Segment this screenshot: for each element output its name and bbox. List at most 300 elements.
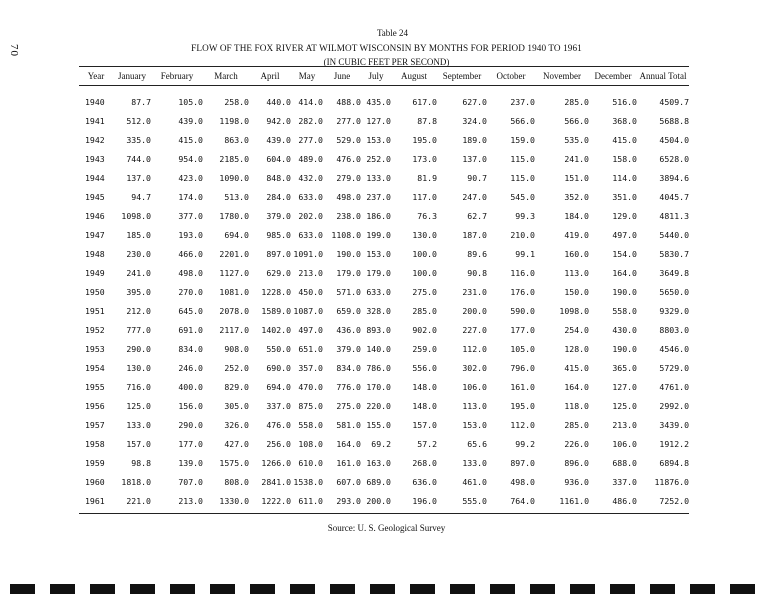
flow-value-cell: 936.0	[564, 476, 589, 487]
flow-value-cell: 133.0	[126, 419, 151, 430]
flow-value-cell: 1081.0	[219, 286, 249, 297]
table-row	[79, 377, 689, 396]
table-row	[79, 301, 689, 320]
flow-value-cell: 1161.0	[559, 495, 589, 506]
column-header: May	[291, 67, 323, 86]
flow-value-cell: 415.0	[178, 134, 203, 145]
flow-value-cell: 116.0	[510, 267, 535, 278]
flow-value-cell: 415.0	[612, 134, 637, 145]
year-cell: 1942	[85, 134, 105, 145]
flow-value-cell: 3894.6	[659, 172, 689, 183]
flow-value-cell: 1090.0	[219, 172, 249, 183]
flow-value-cell: 1780.0	[219, 210, 249, 221]
flow-value-cell: 184.0	[564, 210, 589, 221]
flow-value-cell: 230.0	[126, 248, 151, 259]
flow-value-cell: 174.0	[178, 191, 203, 202]
flow-value-cell: 179.0	[336, 267, 361, 278]
flow-value-cell: 117.0	[412, 191, 437, 202]
flow-value-cell: 99.3	[515, 210, 535, 221]
edge-mark	[730, 584, 755, 594]
flow-value-cell: 170.0	[366, 381, 391, 392]
flow-value-cell: 241.0	[564, 153, 589, 164]
flow-value-cell: 177.0	[178, 438, 203, 449]
flow-value-cell: 2185.0	[219, 153, 249, 164]
column-header: January	[113, 67, 151, 86]
flow-value-cell: 2992.0	[659, 400, 689, 411]
flow-value-cell: 555.0	[462, 495, 487, 506]
flow-value-cell: 796.0	[510, 362, 535, 373]
flow-value-cell: 694.0	[266, 381, 291, 392]
flow-value-cell: 571.0	[336, 286, 361, 297]
flow-value-cell: 326.0	[224, 419, 249, 430]
flow-value-cell: 90.7	[467, 172, 487, 183]
column-header: July	[361, 67, 391, 86]
flow-value-cell: 139.0	[178, 457, 203, 468]
flow-value-cell: 108.0	[298, 438, 323, 449]
flow-value-cell: 716.0	[126, 381, 151, 392]
edge-mark	[90, 584, 115, 594]
flow-value-cell: 1538.0	[293, 476, 323, 487]
flow-value-cell: 285.0	[564, 419, 589, 430]
flow-value-cell: 62.7	[467, 210, 487, 221]
year-cell: 1944	[85, 172, 105, 183]
column-header: October	[487, 67, 535, 86]
table-row	[79, 168, 689, 187]
flow-value-cell: 76.3	[417, 210, 437, 221]
flow-value-cell: 284.0	[266, 191, 291, 202]
flow-value-cell: 566.0	[510, 115, 535, 126]
flow-value-cell: 3439.0	[659, 419, 689, 430]
flow-value-cell: 293.0	[336, 495, 361, 506]
flow-value-cell: 352.0	[564, 191, 589, 202]
flow-value-cell: 1222.0	[261, 495, 291, 506]
flow-value-cell: 1266.0	[261, 457, 291, 468]
flow-value-cell: 1818.0	[121, 476, 151, 487]
flow-value-cell: 335.0	[126, 134, 151, 145]
flow-value-cell: 133.0	[462, 457, 487, 468]
flow-value-cell: 275.0	[412, 286, 437, 297]
flow-value-cell: 4761.0	[659, 381, 689, 392]
flow-value-cell: 512.0	[126, 115, 151, 126]
flow-value-cell: 611.0	[298, 495, 323, 506]
column-header: December	[589, 67, 637, 86]
flow-value-cell: 651.0	[298, 343, 323, 354]
edge-mark	[290, 584, 315, 594]
flow-value-cell: 105.0	[178, 96, 203, 107]
flow-value-cell: 227.0	[462, 324, 487, 335]
table-row	[79, 453, 689, 472]
table-title: FLOW OF THE FOX RIVER AT WILMOT WISCONSIN BY MONTHS FOR PERIOD 1940 TO 1961	[191, 43, 582, 53]
flow-value-cell: 164.0	[336, 438, 361, 449]
flow-value-cell: 688.0	[612, 457, 637, 468]
column-header: March	[203, 67, 249, 86]
flow-value-cell: 290.0	[178, 419, 203, 430]
flow-value-cell: 2841.0	[261, 476, 291, 487]
flow-value-cell: 113.0	[462, 400, 487, 411]
flow-value-cell: 246.0	[178, 362, 203, 373]
flow-value-cell: 461.0	[462, 476, 487, 487]
flow-value-cell: 113.0	[564, 267, 589, 278]
flow-value-cell: 423.0	[178, 172, 203, 183]
flow-value-cell: 875.0	[298, 400, 323, 411]
flow-value-cell: 69.2	[371, 438, 391, 449]
flow-value-cell: 902.0	[412, 324, 437, 335]
flow-value-cell: 1098.0	[121, 210, 151, 221]
flow-value-cell: 476.0	[336, 153, 361, 164]
flow-value-cell: 186.0	[366, 210, 391, 221]
flow-value-cell: 2117.0	[219, 324, 249, 335]
flow-value-cell: 118.0	[564, 400, 589, 411]
flow-value-cell: 4509.7	[659, 96, 689, 107]
flow-value-cell: 190.0	[612, 343, 637, 354]
flow-value-cell: 161.0	[510, 381, 535, 392]
year-cell: 1952	[85, 324, 105, 335]
flow-value-cell: 5729.0	[659, 362, 689, 373]
flow-value-cell: 470.0	[298, 381, 323, 392]
flow-value-cell: 125.0	[612, 400, 637, 411]
flow-value-cell: 268.0	[412, 457, 437, 468]
flow-value-cell: 415.0	[564, 362, 589, 373]
year-cell: 1956	[85, 400, 105, 411]
flow-value-cell: 627.0	[462, 96, 487, 107]
flow-value-cell: 476.0	[266, 419, 291, 430]
flow-value-cell: 498.0	[510, 476, 535, 487]
flow-value-cell: 252.0	[224, 362, 249, 373]
edge-mark	[370, 584, 395, 594]
flow-value-cell: 302.0	[462, 362, 487, 373]
year-cell: 1959	[85, 457, 105, 468]
flow-value-cell: 115.0	[510, 153, 535, 164]
flow-value-cell: 629.0	[266, 267, 291, 278]
flow-value-cell: 164.0	[612, 267, 637, 278]
flow-value-cell: 786.0	[366, 362, 391, 373]
flow-value-cell: 834.0	[336, 362, 361, 373]
table-row	[79, 206, 689, 225]
flow-value-cell: 8803.0	[659, 324, 689, 335]
flow-value-cell: 99.2	[515, 438, 535, 449]
column-header: September	[437, 67, 487, 86]
flow-value-cell: 4045.7	[659, 191, 689, 202]
edge-mark	[570, 584, 595, 594]
flow-value-cell: 337.0	[612, 476, 637, 487]
year-cell: 1945	[85, 191, 105, 202]
flow-value-cell: 285.0	[564, 96, 589, 107]
flow-value-cell: 195.0	[510, 400, 535, 411]
year-cell: 1947	[85, 229, 105, 240]
flow-value-cell: 610.0	[298, 457, 323, 468]
flow-value-cell: 848.0	[266, 172, 291, 183]
flow-value-cell: 241.0	[126, 267, 151, 278]
flow-table	[79, 66, 689, 514]
flow-value-cell: 130.0	[126, 362, 151, 373]
flow-value-cell: 179.0	[366, 267, 391, 278]
column-header: April	[249, 67, 291, 86]
flow-value-cell: 604.0	[266, 153, 291, 164]
flow-value-cell: 173.0	[412, 153, 437, 164]
flow-value-cell: 210.0	[510, 229, 535, 240]
table-row	[79, 320, 689, 339]
flow-value-cell: 213.0	[612, 419, 637, 430]
flow-value-cell: 305.0	[224, 400, 249, 411]
flow-value-cell: 440.0	[266, 96, 291, 107]
year-cell: 1943	[85, 153, 105, 164]
flow-value-cell: 202.0	[298, 210, 323, 221]
flow-value-cell: 400.0	[178, 381, 203, 392]
flow-table-container	[79, 66, 689, 514]
flow-value-cell: 57.2	[417, 438, 437, 449]
table-row	[79, 244, 689, 263]
flow-value-cell: 707.0	[178, 476, 203, 487]
year-cell: 1958	[85, 438, 105, 449]
flow-value-cell: 777.0	[126, 324, 151, 335]
flow-value-cell: 105.0	[510, 343, 535, 354]
flow-value-cell: 140.0	[366, 343, 391, 354]
edge-mark	[410, 584, 435, 594]
flow-value-cell: 155.0	[366, 419, 391, 430]
table-row	[79, 149, 689, 168]
flow-value-cell: 158.0	[612, 153, 637, 164]
flow-value-cell: 163.0	[366, 457, 391, 468]
flow-value-cell: 566.0	[564, 115, 589, 126]
flow-value-cell: 529.0	[336, 134, 361, 145]
table-row	[79, 339, 689, 358]
flow-value-cell: 9329.0	[659, 305, 689, 316]
flow-value-cell: 1091.0	[293, 248, 323, 259]
flow-value-cell: 100.0	[412, 248, 437, 259]
flow-value-cell: 942.0	[266, 115, 291, 126]
flow-value-cell: 776.0	[336, 381, 361, 392]
flow-value-cell: 5688.8	[659, 115, 689, 126]
flow-value-cell: 177.0	[510, 324, 535, 335]
edge-mark	[130, 584, 155, 594]
flow-value-cell: 200.0	[462, 305, 487, 316]
flow-value-cell: 221.0	[126, 495, 151, 506]
flow-value-cell: 689.0	[366, 476, 391, 487]
flow-value-cell: 368.0	[612, 115, 637, 126]
flow-value-cell: 1198.0	[219, 115, 249, 126]
flow-value-cell: 633.0	[366, 286, 391, 297]
table-row	[79, 263, 689, 282]
edge-mark	[650, 584, 675, 594]
flow-value-cell: 129.0	[612, 210, 637, 221]
flow-value-cell: 282.0	[298, 115, 323, 126]
flow-value-cell: 1108.0	[331, 229, 361, 240]
flow-value-cell: 90.8	[467, 267, 487, 278]
flow-value-cell: 148.0	[412, 381, 437, 392]
flow-value-cell: 237.0	[510, 96, 535, 107]
flow-value-cell: 808.0	[224, 476, 249, 487]
flow-value-cell: 897.0	[266, 248, 291, 259]
edge-mark	[690, 584, 715, 594]
edge-mark	[170, 584, 195, 594]
flow-value-cell: 834.0	[178, 343, 203, 354]
flow-value-cell: 98.8	[131, 457, 151, 468]
flow-value-cell: 2201.0	[219, 248, 249, 259]
year-cell: 1960	[85, 476, 105, 487]
flow-value-cell: 328.0	[366, 305, 391, 316]
flow-value-cell: 128.0	[564, 343, 589, 354]
flow-value-cell: 87.7	[131, 96, 151, 107]
flow-value-cell: 439.0	[266, 134, 291, 145]
column-header: June	[323, 67, 361, 86]
flow-value-cell: 99.1	[515, 248, 535, 259]
flow-value-cell: 357.0	[298, 362, 323, 373]
flow-value-cell: 829.0	[224, 381, 249, 392]
table-header	[0, 28, 773, 67]
flow-value-cell: 190.0	[336, 248, 361, 259]
flow-value-cell: 259.0	[412, 343, 437, 354]
flow-value-cell: 486.0	[612, 495, 637, 506]
flow-value-cell: 161.0	[336, 457, 361, 468]
flow-value-cell: 277.0	[336, 115, 361, 126]
column-header: February	[151, 67, 203, 86]
flow-value-cell: 187.0	[462, 229, 487, 240]
flow-value-cell: 185.0	[126, 229, 151, 240]
flow-value-cell: 1087.0	[293, 305, 323, 316]
flow-value-cell: 196.0	[412, 495, 437, 506]
flow-value-cell: 153.0	[462, 419, 487, 430]
flow-value-cell: 1127.0	[219, 267, 249, 278]
flow-value-cell: 252.0	[366, 153, 391, 164]
flow-value-cell: 213.0	[298, 267, 323, 278]
flow-value-cell: 151.0	[564, 172, 589, 183]
year-cell: 1954	[85, 362, 105, 373]
year-cell: 1940	[85, 96, 105, 107]
flow-value-cell: 439.0	[178, 115, 203, 126]
flow-value-cell: 127.0	[612, 381, 637, 392]
flow-value-cell: 87.8	[417, 115, 437, 126]
flow-value-cell: 1589.0	[261, 305, 291, 316]
flow-value-cell: 395.0	[126, 286, 151, 297]
edge-mark	[330, 584, 355, 594]
flow-value-cell: 2078.0	[219, 305, 249, 316]
page-number: 70	[8, 44, 20, 57]
flow-value-cell: 115.0	[510, 172, 535, 183]
flow-value-cell: 908.0	[224, 343, 249, 354]
flow-value-cell: 896.0	[564, 457, 589, 468]
flow-value-cell: 160.0	[564, 248, 589, 259]
flow-value-cell: 7252.0	[659, 495, 689, 506]
flow-value-cell: 4546.0	[659, 343, 689, 354]
year-cell: 1955	[85, 381, 105, 392]
flow-value-cell: 4504.0	[659, 134, 689, 145]
flow-value-cell: 545.0	[510, 191, 535, 202]
flow-value-cell: 106.0	[462, 381, 487, 392]
flow-value-cell: 153.0	[366, 134, 391, 145]
table-row	[79, 86, 689, 112]
flow-value-cell: 100.0	[412, 267, 437, 278]
flow-value-cell: 432.0	[298, 172, 323, 183]
flow-value-cell: 94.7	[131, 191, 151, 202]
flow-value-cell: 436.0	[336, 324, 361, 335]
flow-value-cell: 690.0	[266, 362, 291, 373]
year-cell: 1948	[85, 248, 105, 259]
flow-value-cell: 112.0	[462, 343, 487, 354]
table-label: Table 24	[376, 28, 409, 38]
table-row	[79, 396, 689, 415]
year-cell: 1946	[85, 210, 105, 221]
flow-value-cell: 237.0	[366, 191, 391, 202]
flow-value-cell: 617.0	[412, 96, 437, 107]
flow-value-cell: 154.0	[612, 248, 637, 259]
flow-value-cell: 127.0	[366, 115, 391, 126]
flow-value-cell: 153.0	[366, 248, 391, 259]
flow-value-cell: 190.0	[612, 286, 637, 297]
edge-mark	[490, 584, 515, 594]
table-row	[79, 282, 689, 301]
table-bottom-rule	[79, 514, 689, 515]
flow-value-cell: 226.0	[564, 438, 589, 449]
year-cell: 1950	[85, 286, 105, 297]
flow-value-cell: 691.0	[178, 324, 203, 335]
flow-value-cell: 1402.0	[261, 324, 291, 335]
flow-value-cell: 65.6	[467, 438, 487, 449]
column-header: Year	[79, 67, 113, 86]
column-header: November	[535, 67, 589, 86]
flow-value-cell: 176.0	[510, 286, 535, 297]
flow-value-cell: 435.0	[366, 96, 391, 107]
flow-value-cell: 130.0	[412, 229, 437, 240]
flow-value-cell: 125.0	[126, 400, 151, 411]
flow-value-cell: 694.0	[224, 229, 249, 240]
flow-value-cell: 238.0	[336, 210, 361, 221]
flow-value-cell: 645.0	[178, 305, 203, 316]
flow-value-cell: 377.0	[178, 210, 203, 221]
flow-value-cell: 351.0	[612, 191, 637, 202]
flow-value-cell: 133.0	[366, 172, 391, 183]
year-cell: 1953	[85, 343, 105, 354]
flow-value-cell: 277.0	[298, 134, 323, 145]
flow-value-cell: 498.0	[336, 191, 361, 202]
edge-mark	[450, 584, 475, 594]
flow-value-cell: 897.0	[510, 457, 535, 468]
flow-value-cell: 150.0	[564, 286, 589, 297]
flow-value-cell: 513.0	[224, 191, 249, 202]
source-note: Source: U. S. Geological Survey	[327, 523, 446, 533]
flow-value-cell: 164.0	[564, 381, 589, 392]
flow-value-cell: 414.0	[298, 96, 323, 107]
flow-value-cell: 497.0	[298, 324, 323, 335]
flow-value-cell: 498.0	[178, 267, 203, 278]
flow-value-cell: 488.0	[336, 96, 361, 107]
edge-mark	[530, 584, 555, 594]
flow-value-cell: 633.0	[298, 191, 323, 202]
flow-value-cell: 379.0	[336, 343, 361, 354]
flow-value-cell: 256.0	[266, 438, 291, 449]
flow-value-cell: 137.0	[126, 172, 151, 183]
table-row	[79, 111, 689, 130]
flow-value-cell: 419.0	[564, 229, 589, 240]
table-row	[79, 187, 689, 206]
flow-value-cell: 427.0	[224, 438, 249, 449]
flow-value-cell: 5440.0	[659, 229, 689, 240]
flow-value-cell: 112.0	[510, 419, 535, 430]
flow-value-cell: 450.0	[298, 286, 323, 297]
flow-value-cell: 497.0	[612, 229, 637, 240]
flow-value-cell: 3649.8	[659, 267, 689, 278]
flow-value-cell: 633.0	[298, 229, 323, 240]
flow-value-cell: 337.0	[266, 400, 291, 411]
year-cell: 1961	[85, 495, 105, 506]
flow-value-cell: 247.0	[462, 191, 487, 202]
flow-value-cell: 581.0	[336, 419, 361, 430]
year-cell: 1951	[85, 305, 105, 316]
edge-mark	[610, 584, 635, 594]
flow-value-cell: 81.9	[417, 172, 437, 183]
flow-value-cell: 607.0	[336, 476, 361, 487]
flow-value-cell: 157.0	[126, 438, 151, 449]
table-row	[79, 358, 689, 377]
